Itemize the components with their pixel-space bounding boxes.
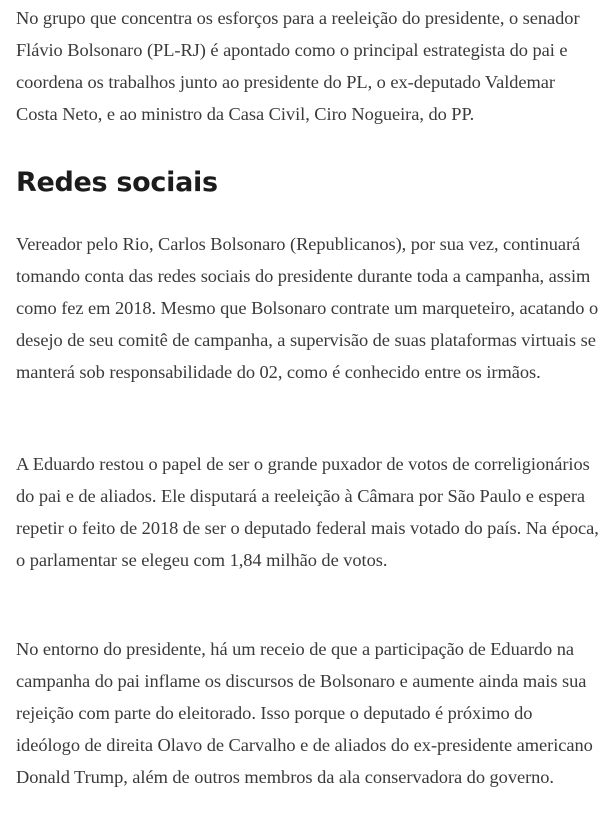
article-paragraph-4: No entorno do presidente, há um receio de que a participação de Eduardo na campanha do pai inflame os discursos de Bolsonaro e aumente ainda mais sua rejeição com parte do eleitorado. Isso porque o deputado é próximo do ideólogo de direita Olavo de Carvalho e de aliados do ex-presidente americano Donald Trump, além de outros membros da ala conservadora do governo.	[16, 639, 593, 787]
section-heading: Redes sociais	[16, 167, 218, 198]
article-paragraph-2: Vereador pelo Rio, Carlos Bolsonaro (Republicanos), por sua vez, continuará tomando conta das redes sociais do presidente durante toda a campanha, assim como fez em 2018. Mesmo que Bolsonaro contrate um marqueteiro, acatando o desejo de seu comitê de campanha, a supervisão de suas plataformas virtuais se manterá sob responsabilidade do 02, como é conhecido entre os irmãos.	[16, 234, 599, 382]
article-paragraph-3: A Eduardo restou o papel de ser o grande puxador de votos de correligionários do pai e de aliados. Ele disputará a reeleição à Câmara por São Paulo e espera repetir o feito de 2018 de ser o deputado federal mais votado do país. Na época, o parlamentar se elegeu com 1,84 milhão de votos.	[16, 454, 599, 570]
article-paragraph-1: No grupo que concentra os esforços para a reeleição do presidente, o senador Flávio Bolsonaro (PL-RJ) é apontado como o principal estrategista do pai e coordena os trabalhos junto ao presidente do PL, o ex-deputado Valdemar Costa Neto, e ao ministro da Casa Civil, Ciro Nogueira, do PP.	[16, 8, 580, 124]
